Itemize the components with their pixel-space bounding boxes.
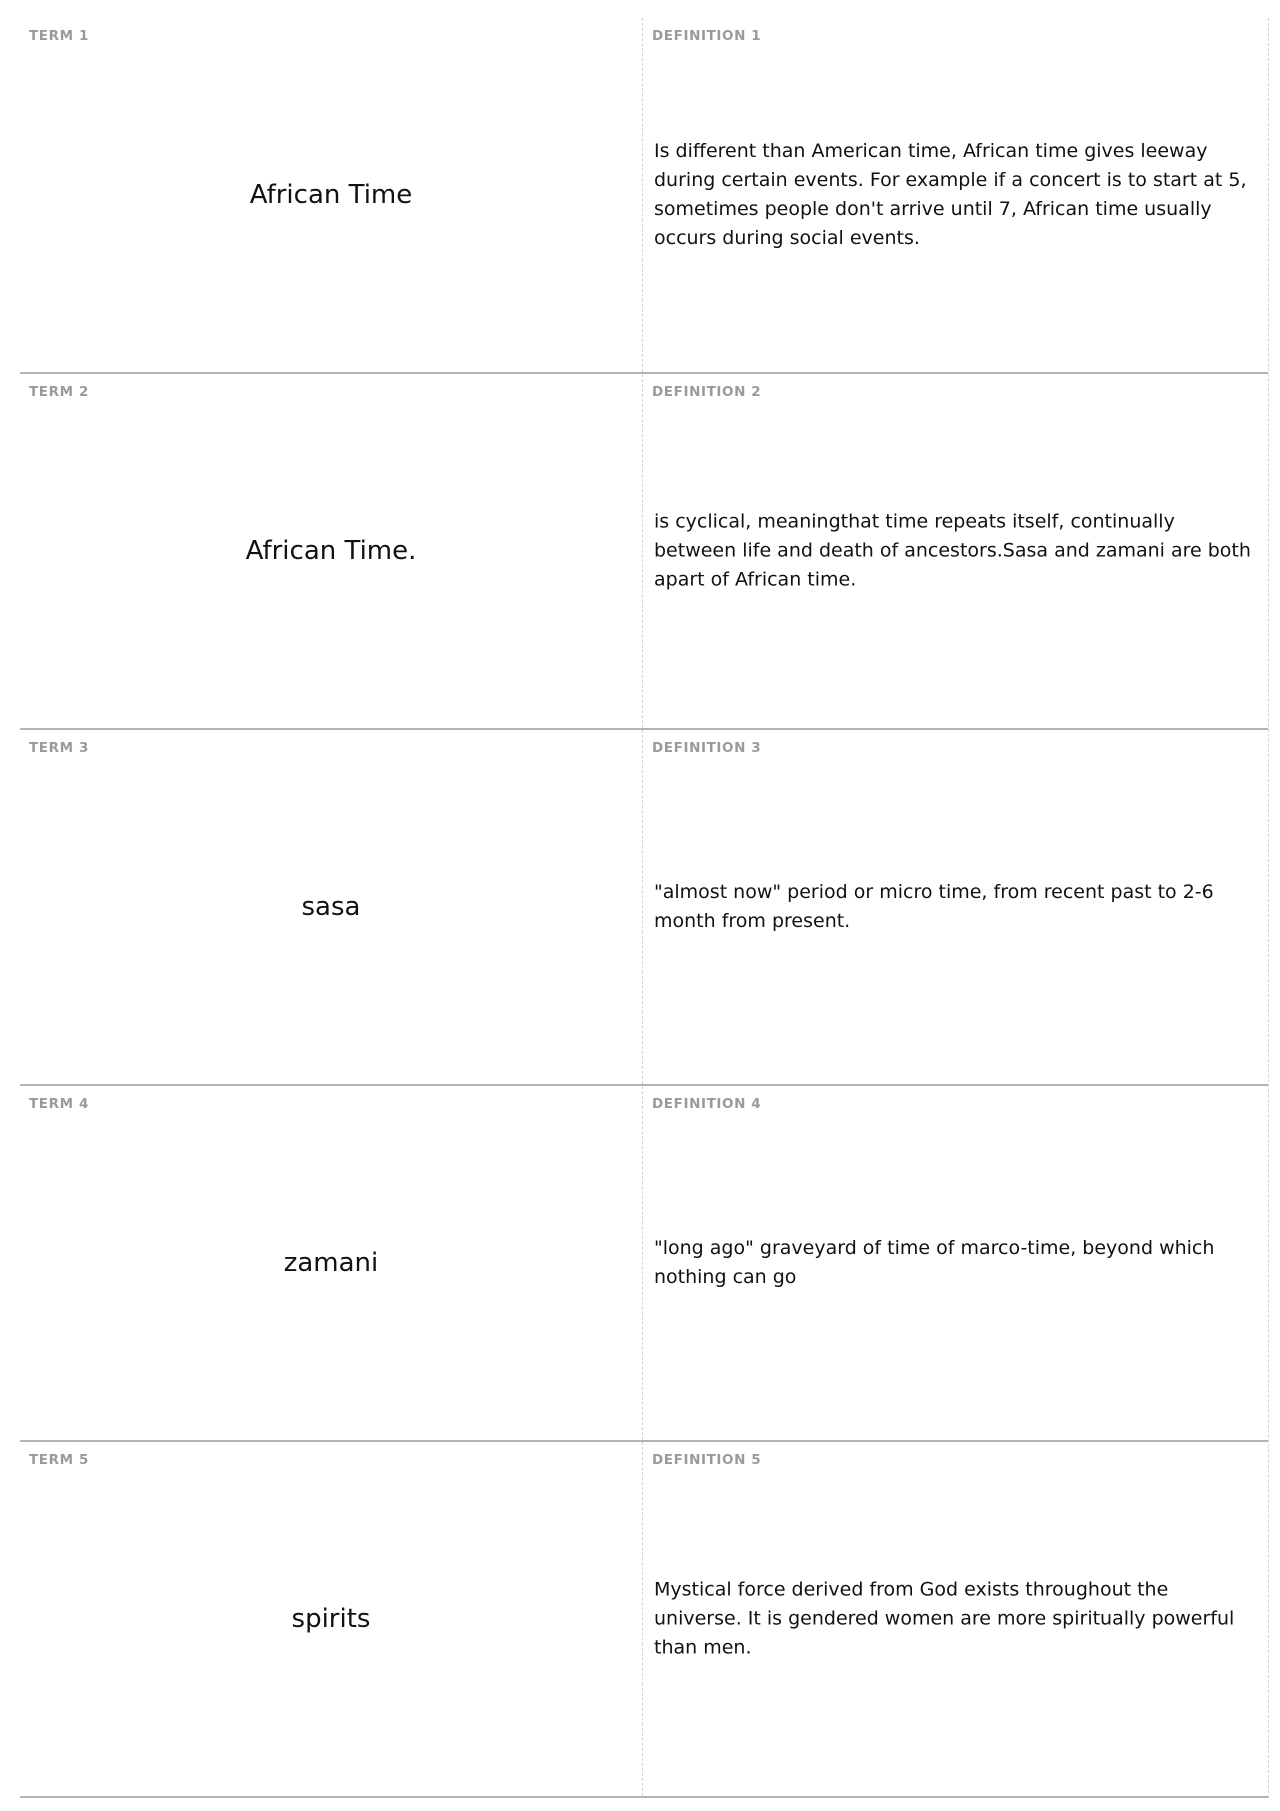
flashcard-row	[20, 1442, 1268, 1798]
definition-label: DEFINITION 1	[652, 28, 762, 44]
term-text: zamani	[283, 1248, 379, 1278]
term-label: TERM 3	[29, 740, 89, 756]
term-label: TERM 1	[29, 28, 89, 44]
flashcard-sheet	[20, 18, 1269, 1798]
definition-cell	[643, 1086, 1268, 1440]
definition-cell	[643, 18, 1268, 372]
definition-text: Mystical force derived from God exists throughout the universe. It is gendered women are more spiritually powerful than men.	[654, 1578, 1235, 1659]
definition-label: DEFINITION 3	[652, 740, 762, 756]
term-cell	[20, 730, 643, 1084]
term-text: African Time.	[245, 536, 417, 566]
term-label: TERM 2	[29, 384, 89, 400]
term-cell	[20, 18, 643, 372]
term-text: African Time	[249, 180, 413, 210]
definition-text: Is different than American time, African time gives leeway during certain events. For example if a concert is to start at 5, sometimes people don't arrive until 7, African time usually occurs during social events.	[654, 140, 1247, 249]
flashcard-row	[20, 1086, 1268, 1442]
term-cell	[20, 1442, 643, 1796]
term-label: TERM 4	[29, 1096, 89, 1112]
term-text: sasa	[301, 892, 361, 922]
definition-label: DEFINITION 5	[652, 1452, 762, 1468]
term-label: TERM 5	[29, 1452, 89, 1468]
definition-text: is cyclical, meaningthat time repeats itself, continually between life and death of ancestors.Sasa and zamani are both apart of African time.	[654, 510, 1251, 591]
definition-text: "almost now" period or micro time, from recent past to 2-6 month from present.	[654, 881, 1214, 932]
flashcard-row	[20, 374, 1268, 730]
term-cell	[20, 374, 643, 728]
flashcard-row	[20, 18, 1268, 374]
term-cell	[20, 1086, 643, 1440]
flashcard-row	[20, 730, 1268, 1086]
definition-label: DEFINITION 4	[652, 1096, 762, 1112]
definition-cell	[643, 730, 1268, 1084]
definition-label: DEFINITION 2	[652, 384, 762, 400]
definition-text: "long ago" graveyard of time of marco-time, beyond which nothing can go	[654, 1237, 1215, 1288]
term-text: spirits	[291, 1604, 371, 1634]
definition-cell	[643, 1442, 1268, 1796]
definition-cell	[643, 374, 1268, 728]
